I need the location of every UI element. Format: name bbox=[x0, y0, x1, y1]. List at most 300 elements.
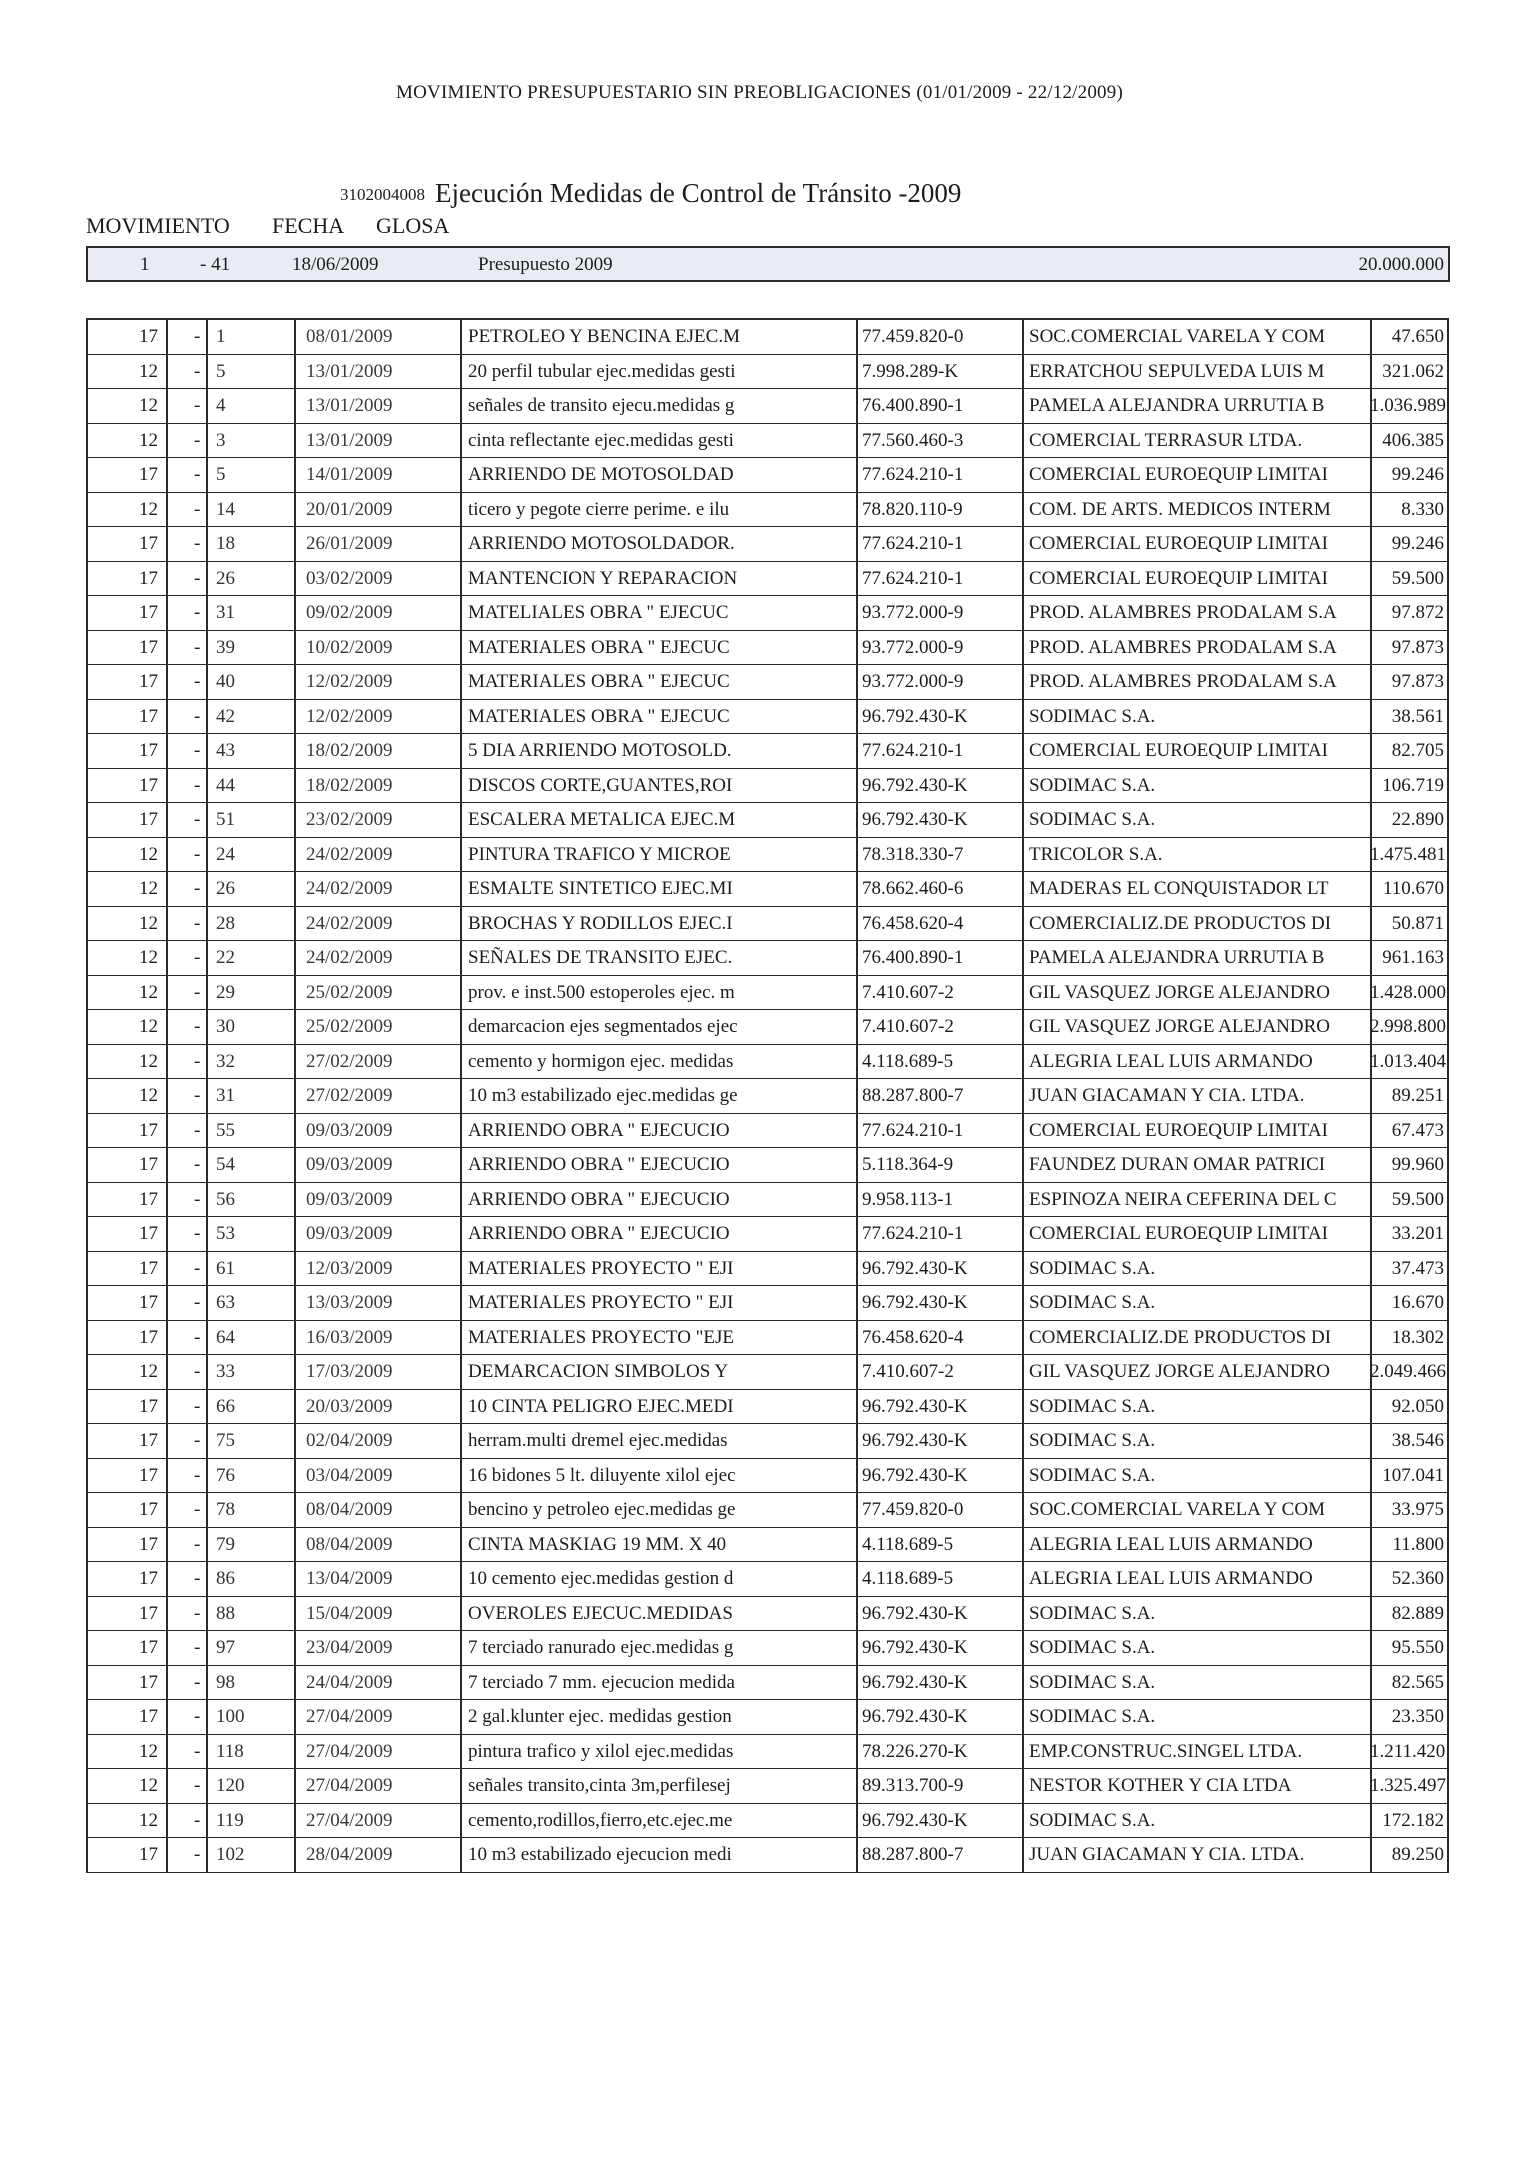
rut-cell: 89.313.700-9 bbox=[862, 1775, 964, 1796]
rut-cell: 76.458.620-4 bbox=[862, 912, 964, 934]
glosa-cell: ESMALTE SINTETICO EJEC.MI bbox=[468, 878, 733, 899]
number-cell: 100 bbox=[216, 1706, 245, 1727]
glosa-cell: DISCOS CORTE,GUANTES,ROI bbox=[468, 774, 733, 796]
mov-cell: 17 bbox=[139, 740, 158, 761]
provider-cell: SODIMAC S.A. bbox=[1029, 1430, 1156, 1451]
mov-cell: 17 bbox=[139, 1188, 158, 1210]
provider-cell: COMERCIAL TERRASUR LTDA. bbox=[1029, 429, 1303, 451]
amount-cell: 59.500 bbox=[1391, 567, 1444, 589]
amount-cell: 107.041 bbox=[1382, 1464, 1444, 1486]
mov-cell: 12 bbox=[139, 981, 158, 1003]
dash-separator: - bbox=[194, 1740, 201, 1762]
rut-cell: 96.792.430-K bbox=[862, 774, 968, 796]
table-row bbox=[88, 1597, 1447, 1632]
number-cell: 26 bbox=[216, 878, 235, 899]
rut-cell: 77.459.820-0 bbox=[862, 326, 964, 347]
table-row bbox=[88, 769, 1447, 804]
rut-cell: 96.792.430-K bbox=[862, 1464, 968, 1486]
account-line bbox=[340, 178, 961, 209]
table-row bbox=[88, 872, 1447, 907]
rut-cell: 96.792.430-K bbox=[862, 1602, 968, 1624]
provider-cell: SODIMAC S.A. bbox=[1029, 1671, 1156, 1693]
date-cell: 18/02/2009 bbox=[306, 740, 393, 761]
provider-cell: SODIMAC S.A. bbox=[1029, 1395, 1156, 1417]
rut-cell: 4.118.689-5 bbox=[862, 1568, 954, 1589]
number-cell: 86 bbox=[216, 1568, 235, 1589]
number-cell: 14 bbox=[216, 498, 235, 520]
provider-cell: COMERCIALIZ.DE PRODUCTOS DI bbox=[1029, 912, 1332, 934]
table-row bbox=[88, 493, 1447, 528]
glosa-cell: ARRIENDO OBRA " EJECUCIO bbox=[468, 1188, 730, 1210]
rut-cell: 96.792.430-K bbox=[862, 1671, 968, 1693]
rut-cell: 93.772.000-9 bbox=[862, 602, 964, 623]
table-row bbox=[88, 1183, 1447, 1218]
page-title: MOVIMIENTO PRESUPUESTARIO SIN PREOBLIGACIONES (01/01/2009 - 22/12/2009) bbox=[396, 82, 1123, 103]
glosa-cell: herram.multi dremel ejec.medidas bbox=[468, 1430, 728, 1451]
mov-cell: 17 bbox=[139, 1706, 158, 1727]
glosa-cell: ARRIENDO OBRA " EJECUCIO bbox=[468, 1154, 730, 1175]
amount-cell: 1.325.497 bbox=[1370, 1775, 1446, 1796]
provider-cell: SOC.COMERCIAL VARELA Y COM bbox=[1029, 326, 1325, 347]
date-cell: 27/04/2009 bbox=[306, 1740, 393, 1762]
amount-cell: 23.350 bbox=[1391, 1706, 1444, 1727]
glosa-cell: 10 m3 estabilizado ejecucion medi bbox=[468, 1844, 732, 1865]
glosa-cell: OVEROLES EJECUC.MEDIDAS bbox=[468, 1602, 733, 1624]
number-cell: 56 bbox=[216, 1188, 235, 1210]
amount-cell: 82.705 bbox=[1391, 740, 1444, 761]
dash-separator: - bbox=[194, 360, 201, 382]
amount-cell: 1.428.000 bbox=[1370, 981, 1446, 1003]
dash-separator: - bbox=[194, 878, 201, 899]
number-cell: 30 bbox=[216, 1016, 235, 1037]
provider-cell: SODIMAC S.A. bbox=[1029, 705, 1156, 727]
dash-separator: - bbox=[194, 567, 201, 589]
rut-cell: 7.410.607-2 bbox=[862, 1016, 954, 1037]
provider-cell: NESTOR KOTHER Y CIA LTDA bbox=[1029, 1775, 1292, 1796]
dash-separator: - bbox=[194, 1464, 201, 1486]
number-cell: 53 bbox=[216, 1223, 235, 1244]
table-row bbox=[88, 1286, 1447, 1321]
dash-separator: - bbox=[194, 1326, 201, 1348]
table-row bbox=[88, 1769, 1447, 1804]
header-fecha: FECHA bbox=[272, 213, 345, 238]
provider-cell: SODIMAC S.A. bbox=[1029, 809, 1156, 830]
date-cell: 08/04/2009 bbox=[306, 1533, 393, 1555]
dash-separator: - bbox=[194, 1016, 201, 1037]
rut-cell: 96.792.430-K bbox=[862, 705, 968, 727]
summary-amount: 20.000.000 bbox=[1358, 254, 1444, 275]
date-cell: 12/02/2009 bbox=[306, 705, 393, 727]
dash-separator: - bbox=[194, 1154, 201, 1175]
provider-cell: PAMELA ALEJANDRA URRUTIA B bbox=[1029, 395, 1325, 416]
dash-separator: - bbox=[194, 912, 201, 934]
table-row bbox=[88, 1079, 1447, 1114]
number-cell: 51 bbox=[216, 809, 235, 830]
amount-cell: 8.330 bbox=[1401, 498, 1444, 520]
glosa-cell: ARRIENDO OBRA " EJECUCIO bbox=[468, 1223, 730, 1244]
rut-cell: 4.118.689-5 bbox=[862, 1050, 954, 1072]
provider-cell: ALEGRIA LEAL LUIS ARMANDO bbox=[1029, 1533, 1313, 1555]
number-cell: 55 bbox=[216, 1119, 235, 1141]
rut-cell: 96.792.430-K bbox=[862, 1430, 968, 1451]
table-row bbox=[88, 1700, 1447, 1735]
mov-cell: 12 bbox=[139, 1809, 158, 1831]
number-cell: 120 bbox=[216, 1775, 245, 1796]
summary-sep: - 41 bbox=[200, 254, 231, 275]
date-cell: 24/04/2009 bbox=[306, 1671, 393, 1693]
mov-cell: 12 bbox=[139, 1361, 158, 1382]
glosa-cell: MATERIALES PROYECTO " EJI bbox=[468, 1257, 734, 1279]
rut-cell: 77.459.820-0 bbox=[862, 1499, 964, 1520]
dash-separator: - bbox=[194, 1395, 201, 1417]
glosa-cell: MATERIALES PROYECTO "EJE bbox=[468, 1326, 735, 1348]
dash-separator: - bbox=[194, 774, 201, 796]
header-movimiento: MOVIMIENTO bbox=[86, 213, 230, 238]
mov-cell: 12 bbox=[139, 1050, 158, 1072]
table-row bbox=[88, 700, 1447, 735]
glosa-cell: PETROLEO Y BENCINA EJEC.M bbox=[468, 326, 740, 347]
provider-cell: SODIMAC S.A. bbox=[1029, 1706, 1156, 1727]
date-cell: 13/04/2009 bbox=[306, 1568, 393, 1589]
provider-cell: PROD. ALAMBRES PRODALAM S.A bbox=[1029, 602, 1337, 623]
dash-separator: - bbox=[194, 1533, 201, 1555]
table-row bbox=[88, 1148, 1447, 1183]
table-row bbox=[88, 458, 1447, 493]
amount-cell: 99.246 bbox=[1391, 464, 1444, 485]
provider-cell: EMP.CONSTRUC.SINGEL LTDA. bbox=[1029, 1740, 1303, 1762]
number-cell: 28 bbox=[216, 912, 235, 934]
amount-cell: 33.975 bbox=[1391, 1499, 1444, 1520]
dash-separator: - bbox=[194, 395, 201, 416]
rut-cell: 88.287.800-7 bbox=[862, 1844, 964, 1865]
glosa-cell: ARRIENDO MOTOSOLDADOR. bbox=[468, 533, 735, 554]
dash-separator: - bbox=[194, 1568, 201, 1589]
amount-cell: 22.890 bbox=[1391, 809, 1444, 830]
rut-cell: 78.226.270-K bbox=[862, 1740, 968, 1762]
dash-separator: - bbox=[194, 1085, 201, 1106]
glosa-cell: MATERIALES OBRA " EJECUC bbox=[468, 705, 730, 727]
amount-cell: 2.049.466 bbox=[1370, 1361, 1446, 1382]
date-cell: 23/04/2009 bbox=[306, 1637, 393, 1658]
dash-separator: - bbox=[194, 1706, 201, 1727]
date-cell: 10/02/2009 bbox=[306, 636, 393, 658]
mov-cell: 12 bbox=[139, 1775, 158, 1796]
number-cell: 3 bbox=[216, 429, 226, 451]
table-row bbox=[88, 907, 1447, 942]
mov-cell: 17 bbox=[139, 1119, 158, 1141]
rut-cell: 93.772.000-9 bbox=[862, 636, 964, 658]
number-cell: 88 bbox=[216, 1602, 235, 1624]
dash-separator: - bbox=[194, 1809, 201, 1831]
dash-separator: - bbox=[194, 809, 201, 830]
glosa-cell: cemento,rodillos,fierro,etc.ejec.me bbox=[468, 1809, 733, 1831]
mov-cell: 17 bbox=[139, 1395, 158, 1417]
rut-cell: 9.958.113-1 bbox=[862, 1188, 954, 1210]
rut-cell: 96.792.430-K bbox=[862, 1706, 968, 1727]
mov-cell: 17 bbox=[139, 636, 158, 658]
provider-cell: COMERCIAL EUROEQUIP LIMITAI bbox=[1029, 567, 1328, 589]
mov-cell: 17 bbox=[139, 1292, 158, 1313]
date-cell: 24/02/2009 bbox=[306, 843, 393, 865]
mov-cell: 12 bbox=[139, 429, 158, 451]
dash-separator: - bbox=[194, 1223, 201, 1244]
table-row bbox=[88, 389, 1447, 424]
glosa-cell: 7 terciado 7 mm. ejecucion medida bbox=[468, 1671, 735, 1693]
date-cell: 13/01/2009 bbox=[306, 395, 393, 416]
table-row bbox=[88, 803, 1447, 838]
provider-cell: ERRATCHOU SEPULVEDA LUIS M bbox=[1029, 360, 1325, 382]
dash-separator: - bbox=[194, 533, 201, 554]
date-cell: 13/03/2009 bbox=[306, 1292, 393, 1313]
provider-cell: JUAN GIACAMAN Y CIA. LTDA. bbox=[1029, 1085, 1305, 1106]
amount-cell: 97.873 bbox=[1391, 671, 1444, 692]
amount-cell: 16.670 bbox=[1391, 1292, 1444, 1313]
glosa-cell: ARRIENDO DE MOTOSOLDAD bbox=[468, 464, 734, 485]
amount-cell: 89.250 bbox=[1391, 1844, 1444, 1865]
glosa-cell: 5 DIA ARRIENDO MOTOSOLD. bbox=[468, 740, 732, 761]
provider-cell: FAUNDEZ DURAN OMAR PATRICI bbox=[1029, 1154, 1326, 1175]
table-row bbox=[88, 1528, 1447, 1563]
glosa-cell: señales de transito ejecu.medidas g bbox=[468, 395, 735, 416]
amount-cell: 11.800 bbox=[1392, 1533, 1444, 1555]
provider-cell: COMERCIAL EUROEQUIP LIMITAI bbox=[1029, 1223, 1328, 1244]
rut-cell: 77.624.210-1 bbox=[862, 1223, 964, 1244]
table-row bbox=[88, 596, 1447, 631]
table-row bbox=[88, 1459, 1447, 1494]
number-cell: 40 bbox=[216, 671, 235, 692]
number-cell: 64 bbox=[216, 1326, 235, 1348]
amount-cell: 18.302 bbox=[1391, 1326, 1444, 1348]
mov-cell: 17 bbox=[139, 1844, 158, 1865]
date-cell: 27/04/2009 bbox=[306, 1706, 393, 1727]
date-cell: 09/03/2009 bbox=[306, 1119, 393, 1141]
number-cell: 1 bbox=[216, 326, 226, 347]
mov-cell: 17 bbox=[139, 1499, 158, 1520]
glosa-cell: ESCALERA METALICA EJEC.M bbox=[468, 809, 736, 830]
number-cell: 31 bbox=[216, 602, 235, 623]
rut-cell: 78.662.460-6 bbox=[862, 878, 964, 899]
provider-cell: SODIMAC S.A. bbox=[1029, 1292, 1156, 1313]
mov-cell: 12 bbox=[139, 498, 158, 520]
date-cell: 27/02/2009 bbox=[306, 1050, 393, 1072]
number-cell: 102 bbox=[216, 1844, 245, 1865]
table-row bbox=[88, 1735, 1447, 1770]
mov-cell: 17 bbox=[139, 567, 158, 589]
provider-cell: GIL VASQUEZ JORGE ALEJANDRO bbox=[1029, 1361, 1331, 1382]
number-cell: 39 bbox=[216, 636, 235, 658]
glosa-cell: bencino y petroleo ejec.medidas ge bbox=[468, 1499, 736, 1520]
number-cell: 22 bbox=[216, 947, 235, 968]
amount-cell: 89.251 bbox=[1391, 1085, 1444, 1106]
rut-cell: 7.998.289-K bbox=[862, 360, 959, 382]
rut-cell: 77.624.210-1 bbox=[862, 464, 964, 485]
amount-cell: 38.561 bbox=[1391, 705, 1444, 727]
table-row bbox=[88, 562, 1447, 597]
date-cell: 03/04/2009 bbox=[306, 1464, 393, 1486]
mov-cell: 12 bbox=[139, 878, 158, 899]
account-name: Ejecución Medidas de Control de Tránsito -2009 bbox=[435, 178, 962, 208]
table-row bbox=[88, 1390, 1447, 1425]
amount-cell: 33.201 bbox=[1391, 1223, 1444, 1244]
mov-cell: 17 bbox=[139, 1154, 158, 1175]
mov-cell: 17 bbox=[139, 1257, 158, 1279]
summary-glosa: Presupuesto 2009 bbox=[478, 254, 613, 275]
date-cell: 20/03/2009 bbox=[306, 1395, 393, 1417]
provider-cell: COM. DE ARTS. MEDICOS INTERM bbox=[1029, 498, 1331, 520]
table-row bbox=[88, 527, 1447, 562]
number-cell: 4 bbox=[216, 395, 226, 416]
dash-separator: - bbox=[194, 602, 201, 623]
account-code: 3102004008 bbox=[340, 185, 425, 204]
dash-separator: - bbox=[194, 1188, 201, 1210]
amount-cell: 59.500 bbox=[1391, 1188, 1444, 1210]
number-cell: 5 bbox=[216, 464, 226, 485]
rut-cell: 96.792.430-K bbox=[862, 1395, 968, 1417]
table-row bbox=[88, 734, 1447, 769]
provider-cell: PROD. ALAMBRES PRODALAM S.A bbox=[1029, 671, 1337, 692]
date-cell: 15/04/2009 bbox=[306, 1602, 393, 1624]
rut-cell: 88.287.800-7 bbox=[862, 1085, 964, 1106]
mov-cell: 17 bbox=[139, 1671, 158, 1693]
provider-cell: ALEGRIA LEAL LUIS ARMANDO bbox=[1029, 1050, 1313, 1072]
table-row bbox=[88, 1666, 1447, 1701]
date-cell: 13/01/2009 bbox=[306, 360, 393, 382]
dash-separator: - bbox=[194, 636, 201, 658]
provider-cell: PROD. ALAMBRES PRODALAM S.A bbox=[1029, 636, 1337, 658]
dash-separator: - bbox=[194, 1775, 201, 1796]
number-cell: 43 bbox=[216, 740, 235, 761]
glosa-cell: señales transito,cinta 3m,perfilesej bbox=[468, 1775, 731, 1796]
date-cell: 24/02/2009 bbox=[306, 947, 393, 968]
mov-cell: 17 bbox=[139, 1602, 158, 1624]
dash-separator: - bbox=[194, 1257, 201, 1279]
dash-separator: - bbox=[194, 1671, 201, 1693]
amount-cell: 1.211.420 bbox=[1370, 1740, 1446, 1762]
provider-cell: COMERCIALIZ.DE PRODUCTOS DI bbox=[1029, 1326, 1332, 1348]
provider-cell: TRICOLOR S.A. bbox=[1029, 843, 1163, 865]
provider-cell: COMERCIAL EUROEQUIP LIMITAI bbox=[1029, 533, 1328, 554]
mov-cell: 17 bbox=[139, 1568, 158, 1589]
date-cell: 27/04/2009 bbox=[306, 1809, 393, 1831]
glosa-cell: MATERIALES PROYECTO " EJI bbox=[468, 1292, 734, 1313]
rut-cell: 77.560.460-3 bbox=[862, 429, 964, 451]
budget-summary-row bbox=[86, 246, 1450, 282]
dash-separator: - bbox=[194, 843, 201, 865]
rut-cell: 78.318.330-7 bbox=[862, 843, 964, 865]
table-row bbox=[88, 1804, 1447, 1839]
amount-cell: 2.998.800 bbox=[1370, 1016, 1446, 1037]
rut-cell: 93.772.000-9 bbox=[862, 671, 964, 692]
amount-cell: 961.163 bbox=[1382, 947, 1444, 968]
column-headers bbox=[0, 213, 1519, 243]
glosa-cell: 10 CINTA PELIGRO EJEC.MEDI bbox=[468, 1395, 734, 1417]
date-cell: 14/01/2009 bbox=[306, 464, 393, 485]
number-cell: 24 bbox=[216, 843, 235, 865]
glosa-cell: cemento y hormigon ejec. medidas bbox=[468, 1050, 734, 1072]
glosa-cell: ticero y pegote cierre perime. e ilu bbox=[468, 498, 730, 520]
provider-cell: ALEGRIA LEAL LUIS ARMANDO bbox=[1029, 1568, 1313, 1589]
date-cell: 25/02/2009 bbox=[306, 1016, 393, 1037]
number-cell: 66 bbox=[216, 1395, 235, 1417]
rut-cell: 76.400.890-1 bbox=[862, 395, 964, 416]
table-row bbox=[88, 1355, 1447, 1390]
table-row bbox=[88, 1252, 1447, 1287]
date-cell: 26/01/2009 bbox=[306, 533, 393, 554]
amount-cell: 67.473 bbox=[1391, 1119, 1444, 1141]
table-row bbox=[88, 665, 1447, 700]
rut-cell: 96.792.430-K bbox=[862, 1809, 968, 1831]
mov-cell: 12 bbox=[139, 1085, 158, 1106]
provider-cell: SODIMAC S.A. bbox=[1029, 774, 1156, 796]
date-cell: 09/03/2009 bbox=[306, 1154, 393, 1175]
amount-cell: 50.871 bbox=[1391, 912, 1444, 934]
mov-cell: 17 bbox=[139, 705, 158, 727]
date-cell: 12/02/2009 bbox=[306, 671, 393, 692]
glosa-cell: 20 perfil tubular ejec.medidas gesti bbox=[468, 360, 736, 382]
mov-cell: 17 bbox=[139, 464, 158, 485]
rut-cell: 96.792.430-K bbox=[862, 1637, 968, 1658]
amount-cell: 1.475.481 bbox=[1370, 843, 1446, 865]
date-cell: 24/02/2009 bbox=[306, 912, 393, 934]
rut-cell: 96.792.430-K bbox=[862, 809, 968, 830]
date-cell: 23/02/2009 bbox=[306, 809, 393, 830]
number-cell: 118 bbox=[216, 1740, 244, 1762]
provider-cell: ESPINOZA NEIRA CEFERINA DEL C bbox=[1029, 1188, 1337, 1210]
mov-cell: 12 bbox=[139, 947, 158, 968]
date-cell: 25/02/2009 bbox=[306, 981, 393, 1003]
number-cell: 5 bbox=[216, 360, 226, 382]
dash-separator: - bbox=[194, 1637, 201, 1658]
date-cell: 03/02/2009 bbox=[306, 567, 393, 589]
glosa-cell: MATELIALES OBRA " EJECUC bbox=[468, 602, 729, 623]
dash-separator: - bbox=[194, 1499, 201, 1520]
amount-cell: 99.960 bbox=[1391, 1154, 1444, 1175]
glosa-cell: cinta reflectante ejec.medidas gesti bbox=[468, 429, 734, 451]
amount-cell: 52.360 bbox=[1391, 1568, 1444, 1589]
glosa-cell: 16 bidones 5 lt. diluyente xilol ejec bbox=[468, 1464, 736, 1486]
provider-cell: GIL VASQUEZ JORGE ALEJANDRO bbox=[1029, 1016, 1331, 1037]
amount-cell: 97.872 bbox=[1391, 602, 1444, 623]
date-cell: 27/04/2009 bbox=[306, 1775, 393, 1796]
dash-separator: - bbox=[194, 1430, 201, 1451]
table-row bbox=[88, 838, 1447, 873]
number-cell: 76 bbox=[216, 1464, 235, 1486]
rut-cell: 77.624.210-1 bbox=[862, 1119, 964, 1141]
provider-cell: JUAN GIACAMAN Y CIA. LTDA. bbox=[1029, 1844, 1305, 1865]
mov-cell: 17 bbox=[139, 326, 158, 347]
glosa-cell: 10 m3 estabilizado ejec.medidas ge bbox=[468, 1085, 738, 1106]
table-row bbox=[88, 355, 1447, 390]
glosa-cell: pintura trafico y xilol ejec.medidas bbox=[468, 1740, 734, 1762]
header-glosa: GLOSA bbox=[376, 213, 450, 238]
glosa-cell: SEÑALES DE TRANSITO EJEC. bbox=[468, 947, 733, 968]
mov-cell: 17 bbox=[139, 809, 158, 830]
number-cell: 44 bbox=[216, 774, 235, 796]
provider-cell: SODIMAC S.A. bbox=[1029, 1464, 1156, 1486]
amount-cell: 1.036.989 bbox=[1370, 395, 1446, 416]
mov-cell: 12 bbox=[139, 395, 158, 416]
dash-separator: - bbox=[194, 947, 201, 968]
date-cell: 18/02/2009 bbox=[306, 774, 393, 796]
glosa-cell: BROCHAS Y RODILLOS EJEC.I bbox=[468, 912, 733, 934]
number-cell: 61 bbox=[216, 1257, 235, 1279]
number-cell: 79 bbox=[216, 1533, 235, 1555]
provider-cell: SODIMAC S.A. bbox=[1029, 1257, 1156, 1279]
amount-cell: 97.873 bbox=[1391, 636, 1444, 658]
mov-cell: 17 bbox=[139, 1430, 158, 1451]
mov-cell: 17 bbox=[139, 1464, 158, 1486]
amount-cell: 38.546 bbox=[1391, 1430, 1444, 1451]
